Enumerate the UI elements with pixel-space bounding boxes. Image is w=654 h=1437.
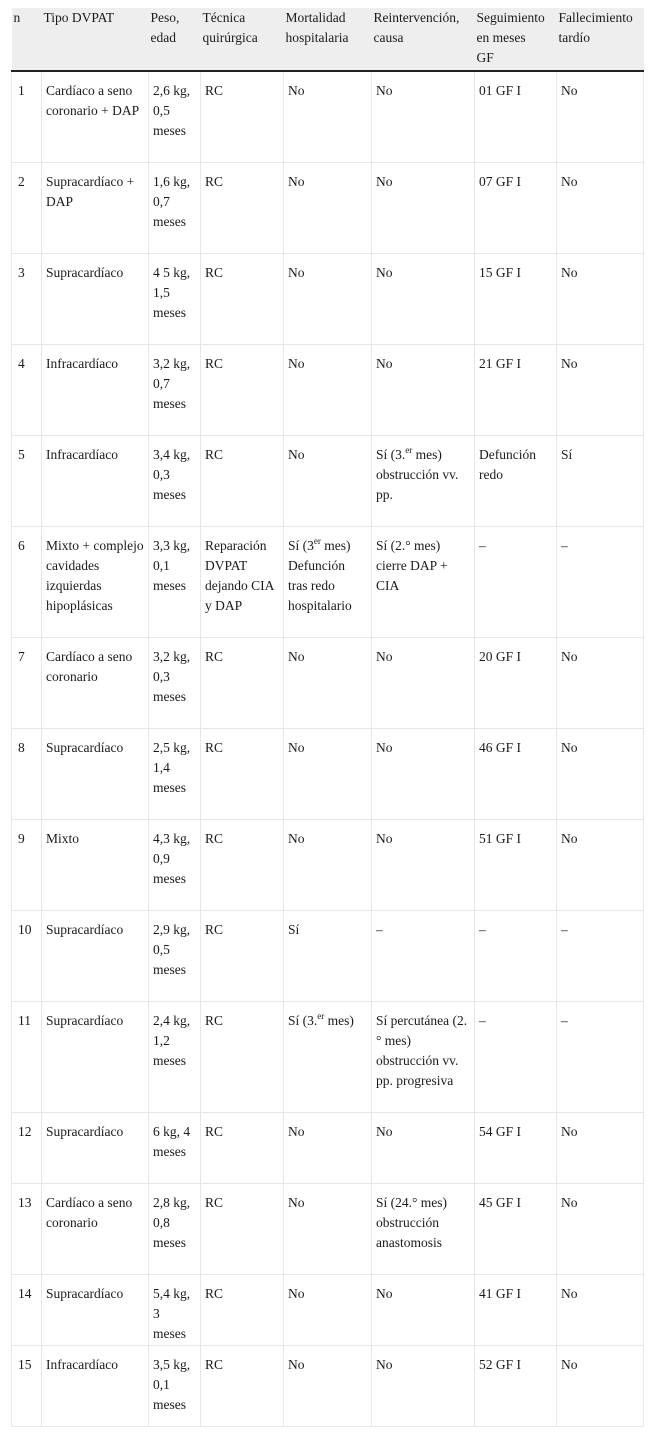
cell-reintervencion	[372, 819, 475, 910]
cell-fallecimiento: Sí	[557, 435, 644, 526]
cell-seguimiento: 41 GF I	[475, 1274, 557, 1345]
cell-reintervencion	[372, 637, 475, 728]
cell-peso-edad: 5,4 kg, 3 meses	[149, 1274, 201, 1345]
cell-seguimiento: 51 GF I	[475, 819, 557, 910]
table-row	[12, 637, 644, 728]
column-header-tecnica: Técnica quirúrgica	[201, 8, 284, 71]
cell-text: No	[288, 830, 305, 846]
cell-tecnica: RC	[201, 253, 284, 344]
table-row	[12, 526, 644, 637]
cell-tecnica: RC	[201, 1345, 284, 1426]
table-row	[12, 435, 644, 526]
cell-seguimiento: Defunción redo	[475, 435, 557, 526]
cell-n: 7	[12, 637, 42, 728]
cell-seguimiento: –	[475, 526, 557, 637]
cell-mortalidad	[284, 71, 372, 162]
cell-text: mes) Defunción tras redo hospitalario	[288, 537, 352, 613]
cell-mortalidad	[284, 1112, 372, 1183]
cell-tipo-dvpat: Mixto	[42, 819, 149, 910]
cell-fallecimiento: No	[557, 819, 644, 910]
cell-text: No	[376, 264, 393, 280]
cell-reintervencion	[372, 344, 475, 435]
cell-seguimiento: 15 GF I	[475, 253, 557, 344]
cell-reintervencion	[372, 253, 475, 344]
cell-peso-edad: 3,4 kg, 0,3 meses	[149, 435, 201, 526]
cell-tecnica: RC	[201, 1274, 284, 1345]
cell-mortalidad	[284, 253, 372, 344]
cell-seguimiento: 45 GF I	[475, 1183, 557, 1274]
table-row	[12, 1112, 644, 1183]
cell-peso-edad: 4,3 kg, 0,9 meses	[149, 819, 201, 910]
column-header-peso-edad: Peso, edad	[149, 8, 201, 71]
column-header-reintervencion: Reintervención, causa	[372, 8, 475, 71]
cell-n: 12	[12, 1112, 42, 1183]
cell-reintervencion	[372, 162, 475, 253]
table-body	[12, 71, 644, 1426]
superscript-text: er	[313, 535, 321, 546]
cell-reintervencion	[372, 1001, 475, 1112]
cell-n: 6	[12, 526, 42, 637]
cell-reintervencion	[372, 1183, 475, 1274]
cell-seguimiento: 20 GF I	[475, 637, 557, 728]
cell-mortalidad	[284, 728, 372, 819]
cell-text: No	[288, 173, 305, 189]
cell-tecnica: RC	[201, 728, 284, 819]
cell-n: 5	[12, 435, 42, 526]
cell-reintervencion	[372, 1274, 475, 1345]
cell-peso-edad: 3,2 kg, 0,7 meses	[149, 344, 201, 435]
cell-text: No	[288, 648, 305, 664]
cell-text: Sí (2.° mes) cierre DAP + CIA	[376, 537, 448, 593]
table-row	[12, 728, 644, 819]
cell-tipo-dvpat: Infracardíaco	[42, 435, 149, 526]
cell-n: 10	[12, 910, 42, 1001]
cell-mortalidad	[284, 637, 372, 728]
cell-tipo-dvpat: Supracardíaco	[42, 1112, 149, 1183]
cell-peso-edad: 2,4 kg, 1,2 meses	[149, 1001, 201, 1112]
cell-seguimiento: –	[475, 1001, 557, 1112]
cell-text: No	[376, 83, 393, 98]
cell-text: No	[288, 355, 305, 371]
cell-mortalidad	[284, 819, 372, 910]
cell-text: No	[288, 739, 305, 755]
cell-mortalidad	[284, 162, 372, 253]
cell-peso-edad: 3,2 kg, 0,3 meses	[149, 637, 201, 728]
cell-text: No	[288, 446, 305, 462]
cell-text: No	[288, 83, 305, 98]
table-row	[12, 1274, 644, 1345]
superscript-text: er	[405, 444, 413, 455]
cell-n: 9	[12, 819, 42, 910]
cell-text: Sí (3.	[376, 446, 406, 462]
header-row	[12, 8, 644, 71]
cell-text: No	[288, 1356, 305, 1372]
cell-text: No	[288, 1123, 305, 1139]
cell-seguimiento: –	[475, 910, 557, 1001]
cell-tecnica: RC	[201, 1112, 284, 1183]
cell-text: No	[288, 1194, 305, 1210]
column-header-tipo: Tipo DVPAT	[42, 8, 149, 71]
cell-fallecimiento: No	[557, 728, 644, 819]
cell-tipo-dvpat: Supracardíaco	[42, 253, 149, 344]
cell-seguimiento: 07 GF I	[475, 162, 557, 253]
cell-text: No	[376, 648, 393, 664]
cell-tipo-dvpat: Cardíaco a seno coronario	[42, 1183, 149, 1274]
cell-tipo-dvpat: Supracardíaco	[42, 1001, 149, 1112]
cell-tipo-dvpat: Cardíaco a seno coronario + DAP	[42, 71, 149, 162]
cell-n: 4	[12, 344, 42, 435]
cell-tecnica: RC	[201, 344, 284, 435]
cell-tecnica: RC	[201, 1001, 284, 1112]
cell-seguimiento: 54 GF I	[475, 1112, 557, 1183]
cell-text: No	[376, 1123, 393, 1139]
table-row	[12, 910, 644, 1001]
cell-text: No	[288, 264, 305, 280]
cell-reintervencion	[372, 435, 475, 526]
column-header-fallecimiento: Fallecimiento tardío	[557, 8, 644, 71]
column-header-n: n	[12, 8, 42, 71]
cell-text: Sí percutánea (2.° mes) obstrucción vv. pp. progresiva	[376, 1012, 468, 1088]
cell-seguimiento: 21 GF I	[475, 344, 557, 435]
cell-tecnica: RC	[201, 435, 284, 526]
cell-tecnica: RC	[201, 71, 284, 162]
cell-n: 1	[12, 71, 42, 162]
cell-text: No	[376, 1356, 393, 1372]
cell-fallecimiento: –	[557, 1001, 644, 1112]
cell-tipo-dvpat: Supracardíaco + DAP	[42, 162, 149, 253]
cell-reintervencion	[372, 1112, 475, 1183]
cell-fallecimiento: No	[557, 637, 644, 728]
cell-text: mes) obstrucción vv. pp.	[376, 446, 459, 502]
cell-text: No	[376, 173, 393, 189]
cell-peso-edad: 3,3 kg, 0,1 meses	[149, 526, 201, 637]
cell-n: 11	[12, 1001, 42, 1112]
cell-text: No	[376, 830, 393, 846]
cell-text: Sí (24.° mes) obstrucción anastomosis	[376, 1194, 448, 1250]
cell-seguimiento: 46 GF I	[475, 728, 557, 819]
cell-fallecimiento: No	[557, 1112, 644, 1183]
cell-reintervencion	[372, 910, 475, 1001]
superscript-text: er	[317, 1010, 325, 1021]
cell-mortalidad	[284, 344, 372, 435]
cell-fallecimiento: No	[557, 1183, 644, 1274]
table-row	[12, 819, 644, 910]
cell-peso-edad: 2,5 kg, 1,4 meses	[149, 728, 201, 819]
table-row	[12, 344, 644, 435]
cell-tipo-dvpat: Supracardíaco	[42, 728, 149, 819]
cell-peso-edad: 2,6 kg, 0,5 meses	[149, 71, 201, 162]
cell-peso-edad: 2,8 kg, 0,8 meses	[149, 1183, 201, 1274]
patients-table	[11, 8, 644, 1427]
cell-fallecimiento: –	[557, 910, 644, 1001]
cell-fallecimiento: No	[557, 162, 644, 253]
column-header-mortalidad: Mortalidad hospitalaria	[284, 8, 372, 71]
cell-fallecimiento: No	[557, 1345, 644, 1426]
column-header-seguimiento: Seguimiento en meses GF	[475, 8, 557, 71]
cell-fallecimiento: No	[557, 344, 644, 435]
cell-tecnica: RC	[201, 910, 284, 1001]
cell-fallecimiento: No	[557, 71, 644, 162]
table-row	[12, 1001, 644, 1112]
cell-text: No	[288, 1285, 305, 1301]
cell-text: mes)	[324, 1012, 354, 1028]
cell-tecnica: RC	[201, 1183, 284, 1274]
cell-peso-edad: 2,9 kg, 0,5 meses	[149, 910, 201, 1001]
cell-tipo-dvpat: Infracardíaco	[42, 344, 149, 435]
cell-text: Sí (3.	[288, 1012, 318, 1028]
cell-tecnica: RC	[201, 162, 284, 253]
cell-mortalidad	[284, 1183, 372, 1274]
cell-mortalidad	[284, 910, 372, 1001]
table-row	[12, 162, 644, 253]
cell-n: 15	[12, 1345, 42, 1426]
cell-tipo-dvpat: Supracardíaco	[42, 910, 149, 1001]
table-row	[12, 1183, 644, 1274]
cell-n: 8	[12, 728, 42, 819]
cell-tecnica: Reparación DVPAT dejando CIA y DAP	[201, 526, 284, 637]
cell-tipo-dvpat: Mixto + complejo cavidades izquierdas hipoplásicas	[42, 526, 149, 637]
cell-reintervencion	[372, 1345, 475, 1426]
cell-fallecimiento: No	[557, 1274, 644, 1345]
cell-n: 2	[12, 162, 42, 253]
cell-mortalidad	[284, 1274, 372, 1345]
cell-seguimiento: 01 GF I	[475, 71, 557, 162]
cell-peso-edad: 6 kg, 4 meses	[149, 1112, 201, 1183]
cell-tipo-dvpat: Infracardíaco	[42, 1345, 149, 1426]
cell-mortalidad	[284, 526, 372, 637]
table-row	[12, 71, 644, 162]
cell-fallecimiento: No	[557, 253, 644, 344]
cell-reintervencion	[372, 71, 475, 162]
cell-peso-edad: 1,6 kg, 0,7 meses	[149, 162, 201, 253]
cell-mortalidad	[284, 435, 372, 526]
table-row	[12, 1345, 644, 1426]
cell-text: No	[376, 739, 393, 755]
cell-text: –	[376, 921, 383, 937]
cell-peso-edad: 4 5 kg, 1,5 meses	[149, 253, 201, 344]
cell-mortalidad	[284, 1001, 372, 1112]
cell-reintervencion	[372, 526, 475, 637]
cell-peso-edad: 3,5 kg, 0,1 meses	[149, 1345, 201, 1426]
cell-text: Sí (3	[288, 537, 314, 553]
cell-tipo-dvpat: Supracardíaco	[42, 1274, 149, 1345]
cell-tipo-dvpat: Cardíaco a seno coronario	[42, 637, 149, 728]
cell-text: No	[376, 1285, 393, 1301]
cell-n: 13	[12, 1183, 42, 1274]
table-row	[12, 253, 644, 344]
cell-fallecimiento: –	[557, 526, 644, 637]
cell-tecnica: RC	[201, 819, 284, 910]
cell-reintervencion	[372, 728, 475, 819]
cell-seguimiento: 52 GF I	[475, 1345, 557, 1426]
cell-n: 3	[12, 253, 42, 344]
cell-mortalidad	[284, 1345, 372, 1426]
cell-text: No	[376, 355, 393, 371]
cell-n: 14	[12, 1274, 42, 1345]
cell-text: Sí	[288, 921, 300, 937]
cell-tecnica: RC	[201, 637, 284, 728]
